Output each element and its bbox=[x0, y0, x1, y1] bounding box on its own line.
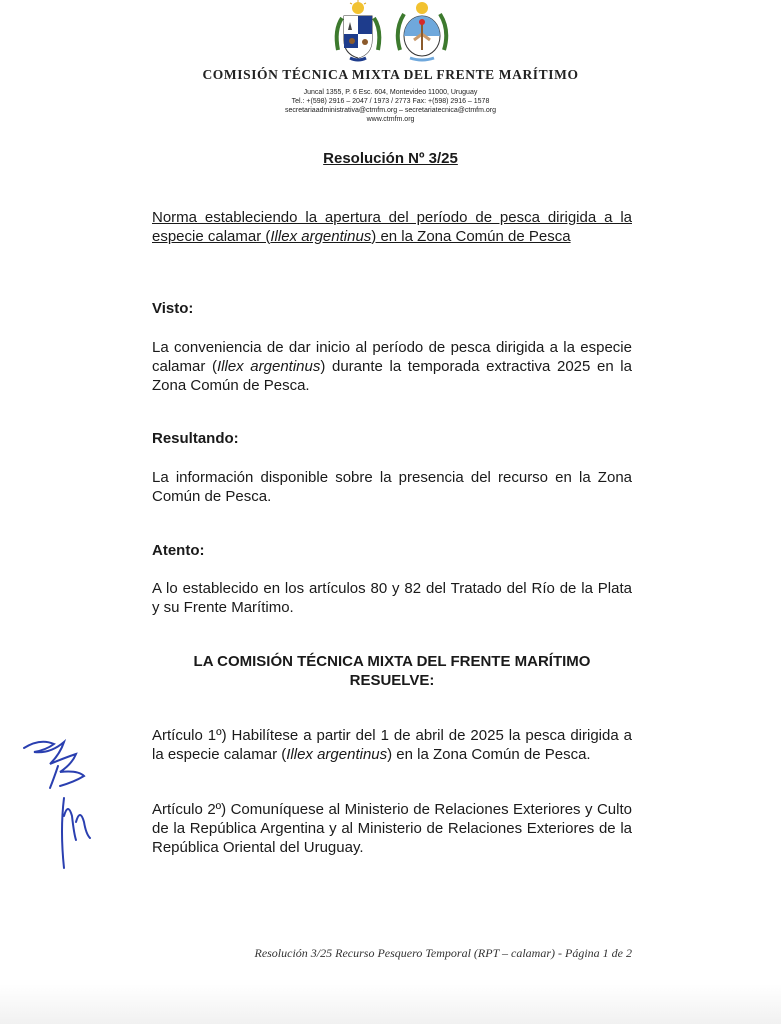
resolve-line-2: RESUELVE: bbox=[349, 672, 435, 689]
document-subtitle bbox=[152, 208, 632, 246]
resultando-heading: Resultando: bbox=[152, 430, 239, 447]
visto-species: Illex argentinus bbox=[216, 358, 321, 375]
article-1-species: Illex argentinus bbox=[286, 746, 388, 763]
article-1-text-2: ) en la Zona Común de Pesca. bbox=[387, 746, 591, 763]
document-title: Resolución Nº 3/25 bbox=[323, 150, 458, 167]
atento-heading: Atento: bbox=[152, 542, 205, 559]
uruguay-coat-of-arms-icon bbox=[328, 0, 388, 64]
page-footer: Resolución 3/25 Recurso Pesquero Temporal (RPT – calamar) - Página 1 de 2 bbox=[254, 946, 632, 960]
email-line: secretariaadministrativa@ctmfm.org – secretariatecnica@ctmfm.org bbox=[284, 107, 497, 114]
visto-paragraph bbox=[152, 338, 632, 395]
address-line: Juncal 1355, P. 6 Esc. 604, Montevideo 11000, Uruguay bbox=[303, 89, 478, 96]
article-1-text-1: Artículo 1º) Habilítese a partir del 1 de abril de 2025 la pesca dirigida a la especie calamar ( bbox=[152, 727, 632, 763]
organization-name: COMISIÓN TÉCNICA MIXTA DEL FRENTE MARÍTIMO bbox=[202, 67, 579, 82]
resultando-paragraph: La información disponible sobre la presencia del recurso en la Zona Común de Pesca. bbox=[152, 469, 632, 505]
phone-line: Tel.: +(598) 2916 – 2047 / 1973 / 2773 Fax: +(598) 2916 – 1578 bbox=[291, 98, 490, 105]
subtitle-text-2: ) en la Zona Común de Pesca bbox=[371, 228, 571, 245]
article-2: Artículo 2º) Comuníquese al Ministerio de Relaciones Exteriores y Culto de la República Argentina y al Ministerio de Relaciones Exteriores de la República Oriental del Uruguay. bbox=[152, 801, 632, 856]
website-line: www.ctmfm.org bbox=[366, 116, 415, 123]
atento-paragraph: A lo establecido en los artículos 80 y 82 del Tratado del Río de la Plata y su Frente Marítimo. bbox=[152, 580, 632, 616]
article-1 bbox=[152, 726, 632, 764]
visto-text-2: ) durante la temporada extractiva 2025 en la Zona Común de Pesca. bbox=[152, 358, 632, 394]
subtitle-text-1: Norma estableciendo la apertura del período de pesca dirigida a la especie calamar ( bbox=[152, 209, 632, 245]
subtitle-species: Illex argentinus bbox=[270, 228, 372, 245]
visto-text-1: La conveniencia de dar inicio al período de pesca dirigida a la especie calamar ( bbox=[152, 339, 632, 375]
page-bottom-shadow bbox=[0, 984, 781, 1024]
resolve-line-1: LA COMISIÓN TÉCNICA MIXTA DEL FRENTE MARÍTIMO bbox=[193, 653, 591, 670]
resolve-heading bbox=[152, 652, 632, 690]
argentina-coat-of-arms-icon bbox=[392, 0, 452, 64]
handwritten-initials-signature bbox=[20, 730, 110, 880]
visto-heading: Visto: bbox=[152, 300, 194, 317]
